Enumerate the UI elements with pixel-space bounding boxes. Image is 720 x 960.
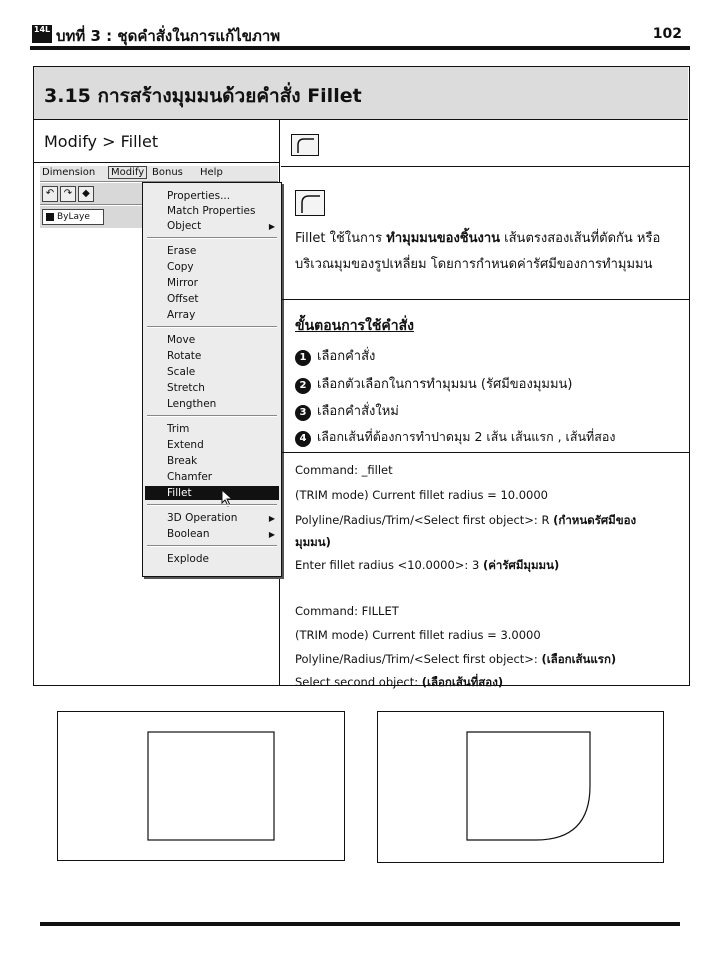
menu-item-fillet[interactable]: Fillet — [145, 486, 279, 500]
menu-item-stretch[interactable]: Stretch — [167, 382, 205, 394]
command-line: Enter fillet radius <10.0000>: 3 (ค่ารัศมีมุมมน) — [295, 558, 560, 572]
menu-item-lengthen[interactable]: Lengthen — [167, 398, 217, 410]
command-line: Polyline/Radius/Trim/<Select first object>: (เลือกเส้นแรก) — [295, 652, 617, 666]
menu-item-object-label: Object — [167, 220, 202, 232]
modify-dropdown-menu — [142, 182, 282, 577]
command-line: (TRIM mode) Current fillet radius = 10.0000 — [295, 488, 548, 502]
menu-separator — [147, 504, 277, 506]
chapter-title: บทที่ 3 : ชุดคำสั่งในการแก้ไขภาพ — [56, 27, 281, 45]
section-title-bar — [34, 67, 688, 120]
menu-help[interactable]: Help — [200, 167, 223, 178]
redo-icon[interactable]: ↷ — [60, 186, 76, 202]
menu-item-explode[interactable]: Explode — [167, 553, 209, 565]
step-number-icon: 1 — [295, 350, 311, 366]
steps-cell — [281, 301, 689, 453]
footer-rule — [40, 922, 680, 926]
fillet-icon — [291, 134, 319, 156]
menu-item-offset[interactable]: Offset — [167, 293, 199, 305]
menu-item-move[interactable]: Move — [167, 334, 196, 346]
step-1: 1 เลือกคำสั่ง — [295, 345, 375, 366]
menu-item-boolean[interactable] — [167, 527, 277, 541]
menu-separator — [147, 237, 277, 239]
menu-item-3d-operation-label: 3D Operation — [167, 512, 238, 524]
header-rule — [30, 46, 690, 50]
menu-dimension[interactable]: Dimension — [42, 167, 96, 178]
menu-modify[interactable]: Modify — [108, 166, 147, 179]
autocad-menu-screenshot — [40, 166, 278, 636]
command-line: Polyline/Radius/Trim/<Select first object>: R (กำหนดรัศมีของ — [295, 513, 637, 527]
menu-item-boolean-label: Boolean — [167, 528, 210, 540]
menu-separator — [147, 415, 277, 417]
step-3: 3 เลือกคำสั่งใหม่ — [295, 400, 399, 421]
description-text: Fillet ใช้ในการ ทำมุมมนของชิ้นงาน เส้นตรงสองเส้นที่ตัดกัน หรือ บริเวณมุมของรูปเหลี่ยม โดยการกำหนดค่ารัศมีของการทำมุมมน — [295, 231, 661, 272]
menu-item-mirror[interactable]: Mirror — [167, 277, 198, 289]
section-box — [33, 66, 690, 689]
menu-item-break[interactable]: Break — [167, 455, 198, 467]
page-number: 102 — [652, 26, 682, 42]
undo-icon[interactable]: ↶ — [42, 186, 58, 202]
menu-path: Modify > Fillet — [44, 132, 159, 151]
square-before-icon — [58, 712, 344, 860]
menu-item-trim[interactable]: Trim — [167, 423, 190, 435]
menu-item-copy[interactable]: Copy — [167, 261, 194, 273]
tool-icon[interactable]: ◆ — [78, 186, 94, 202]
step-number-icon: 2 — [295, 378, 311, 394]
step-2: 2 เลือกตัวเลือกในการทำมุมมน (รัศมีของมุมมน) — [295, 373, 573, 394]
command-line: Command: _fillet — [295, 463, 393, 477]
menu-item-extend[interactable]: Extend — [167, 439, 204, 451]
layer-select[interactable]: ByLaye — [42, 209, 104, 225]
step-4: 4 เลือกเส้นที่ต้องการทำปาดมุม 2 เส้น เส้นแรก , เส้นที่สอง — [295, 427, 616, 447]
left-column — [34, 120, 280, 685]
menu-path-cell — [34, 120, 279, 163]
menu-separator — [147, 545, 277, 547]
fillet-icon — [295, 190, 325, 216]
menu-item-3d-operation[interactable] — [167, 511, 277, 525]
menubar — [40, 166, 278, 182]
menu-item-properties[interactable]: Properties... — [167, 190, 231, 202]
right-column — [281, 120, 689, 689]
drawing-before — [57, 711, 345, 861]
description-cell — [281, 168, 689, 300]
menu-bonus[interactable]: Bonus — [152, 167, 183, 178]
command-line: มุมมน) — [295, 535, 331, 549]
command-line: Command: FILLET — [295, 604, 399, 618]
submenu-arrow-icon: ▶ — [268, 514, 275, 523]
steps-heading: ขั้นตอนการใช้คำสั่ง — [295, 318, 415, 334]
command-line: Select second object: (เลือกเส้นที่สอง) — [295, 675, 504, 689]
menu-item-object[interactable] — [167, 219, 277, 233]
chapter-badge-icon: 14L — [32, 25, 52, 43]
menu-item-chamfer[interactable]: Chamfer — [167, 471, 213, 483]
filleted-square-icon — [378, 712, 663, 862]
drawing-after — [377, 711, 664, 863]
step-number-icon: 3 — [295, 405, 311, 421]
menu-item-array[interactable]: Array — [167, 309, 196, 321]
menu-item-rotate[interactable]: Rotate — [167, 350, 202, 362]
icon-cell — [281, 120, 689, 167]
command-line: (TRIM mode) Current fillet radius = 3.0000 — [295, 628, 541, 642]
page-header — [30, 22, 690, 50]
menu-item-scale[interactable]: Scale — [167, 366, 196, 378]
submenu-arrow-icon: ▶ — [268, 222, 275, 231]
submenu-arrow-icon: ▶ — [268, 530, 275, 539]
menu-item-match-properties[interactable]: Match Properties — [167, 205, 256, 217]
section-title: 3.15 การสร้างมุมมนด้วยคำสั่ง Fillet — [44, 85, 362, 107]
menu-separator — [147, 326, 277, 328]
step-number-icon: 4 — [295, 431, 311, 447]
menu-item-erase[interactable]: Erase — [167, 245, 197, 257]
